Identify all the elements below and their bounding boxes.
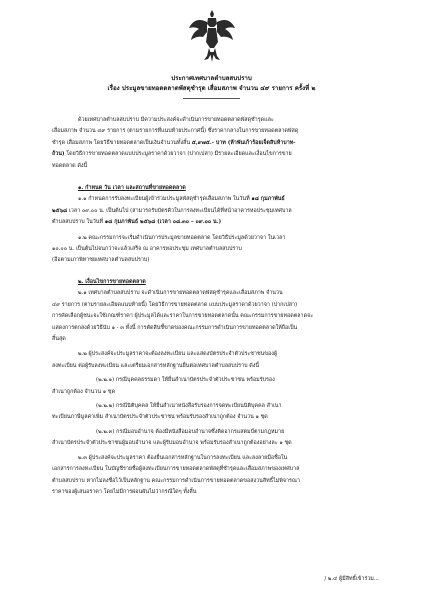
intro-price-end: ถ้วน)	[52, 151, 65, 158]
intro-line: เสื่อมสภาพ จำนวน ๔๙ รายการ (ตามรายการที่แนบท้ายประกาศนี้) ซึ่งราคากลางในการขายทอดตลาดพัสดุ	[52, 128, 299, 135]
section-2-3-line: เอกสารการลงทะเบียน ในบัญชีรายชื่อผู้ลงทะเบียนการขายทอดตลาดพัสดุที่ชำรุดและเสื่อมสภาพของเทศบาล	[52, 466, 300, 473]
section-1-heading: ๑. กำหนด วัน เวลา และสถานที่ขายทอดตลาด	[78, 185, 186, 191]
section-1-2-line: (อีอตามเภาพิทาชยเทศบาลตำบลสบปราบ)	[52, 257, 150, 264]
section-2-2-1-line: (๒.๒.๑) กรณีบุคคลธรรมดา ให้ยื่นสำเนาบัตรประจำตัวประชาชน พร้อมรับรอง	[96, 377, 275, 384]
section-text: ๑.๑ กำหนดการรับลงทะเบียนผู้เข้าร่วมประมูลพัสดุชำรุดเสื่อมสภาพ ในวันที่	[78, 196, 252, 203]
continuation-note: / ๒.๔ ผู้มีสิทธิ์เข้าร่วม...	[324, 576, 379, 582]
section-1-1-line	[52, 217, 379, 228]
section-1-2-line: ๑.๒ คณะกรรมการจะเริ่มดำเนินการประมูลขายทอดตลาด โดยวิธีประมูลด้วยวาจา ในเวลา	[78, 234, 286, 241]
section-1-2-line: ๑๐.๐๐ น. เป็นต้นไปจนกว่าจะแล้วเสร็จ ณ อาคารหอประชุม เทศบาลตำบลสบปราบ	[52, 246, 242, 253]
section-2-heading: ๒. เงื่อนไขการขายทอดตลาด	[78, 279, 146, 285]
section-2-1-line: แสดงการตกลงด้วยวิธีนับ ๑ - ๓ ทั้งนี้ การตัดสินชี้ขาดของคณะกรรมการดำเนินการขายทอดตลาดให้ถือเป็น	[52, 324, 298, 331]
section-2-3-line: ตำบลสบปราบ หากไม่ลงชื่อไว้เป็นหลักฐาน คณะกรรมการดำเนินการขายทอดตลาดขอสงวนสิทธิ์ไม่พิจารณา	[52, 477, 300, 484]
section-2-2-2-line: ทะเบียนภาษีมูลค่าเพิ่ม สำเนาบัตรประจำตัวประชาชน พร้อมรับรองสำเนาถูกต้อง จำนวน ๑ ชุด	[52, 414, 268, 421]
section-date: ๑๘ กุมภาพันธ์	[251, 196, 285, 203]
announcement-subject: เรื่อง ประมูลขายทอดตลาดพัสดุชำรุด เสื่อมสภาพ จำนวน ๔๙ รายการ ครั้งที่ ๒	[107, 85, 316, 92]
announcement-org: ประกาศเทศบาลตำบลสบปราบ	[171, 75, 252, 82]
section-2-2-line: ลงทะเบียน ต่อผู้รับลงทะเบียน และเตรียมเอกสารหลักฐานยื่นต่อเทศบาลตำบลสบปราบ ดังนี้	[52, 362, 260, 369]
section-2-1-line: ๔๙ รายการ (ตามรายละเอียดแนบท้ายนี้) โดยวิธีการขายทอดตลาด แบบประมูลราคาด้วยวาจา (ปากเปล่า)	[52, 301, 298, 308]
intro-text: ชำรุด เสื่อมสภาพ โดยวิธีขายทอดตลาดเป็นเงินจำนวนทั้งสิ้น	[52, 139, 192, 146]
title-divider	[183, 98, 240, 99]
intro-line: ด้วยเทศบาลตำบลสบปราบ มีความประสงค์จะดำเนินการขายทอดตลาดพัสดุชำรุดและ	[78, 117, 274, 123]
section-date: ๑๘ กุมภาพันธ์ ๒๕๖๘ (เวลา ๐๘.๓๐ – ๐๙.๐๐ น.)	[104, 219, 222, 226]
section-1	[52, 183, 379, 267]
section-2-1-line: การคัดเลือกผู้ชนะจะใช้เกณฑ์ราคา ผู้ประมูลได้และราคาในการขายทอดตลาดนั้น คณะกรรมการขายทอดตลาดจะ	[52, 313, 314, 320]
intro-paragraph	[52, 115, 379, 172]
section-2-3-line: ๒.๓ ผู้ประสงค์จะประมูลราคา ต้องยื่นเอกสารหลักฐานในการลงทะเบียน และลงลายมือชื่อใน	[78, 454, 288, 461]
section-2-1-line: สิ้นสุด	[52, 336, 66, 343]
intro-line	[52, 138, 379, 149]
intro-text: โดยวิธีการขายทอดตลาดแบบประมูลราคาด้วยวาจา (ปากเปล่า) มีรายละเอียดและเงื่อนไขการขาย	[64, 151, 292, 158]
section-2-2-2-line: (๒.๒.๒) กรณีนิติบุคคล ให้ยื่นสำเนาหนังสือรับรองการจดทะเบียนนิติบุคคล สำเนา	[96, 403, 282, 410]
section-year: ๒๕๖๘	[52, 207, 68, 214]
section-text: เวลา ๐๙.๐๐ น. เป็นต้นไป (สามารถรับบัตรคิวในการลงทะเบียนได้ที่หน้าอาคารหอประชุมเทศบาล	[67, 207, 292, 214]
title-block	[0, 74, 423, 94]
section-2-3-line: ราคาของผู้เสนอราคา โดยไม่มีการผ่อนผันไม่ว่ากรณีใดๆ ทั้งสิ้น	[52, 488, 197, 495]
section-2-2-line: ๒.๒ ผู้ประสงค์จะประมูลราคาจะต้องลงทะเบียน และแสดงบัตรประจำตัวประชาชนของผู้	[78, 351, 278, 358]
section-2	[52, 277, 379, 498]
section-2-2-3-line: (๒.๒.๓) กรณีมอบอำนาจ ต้องมีหนังสือมอบอำนาจซึ่งติดอากรแสตมป์ตามกฎหมาย	[96, 428, 285, 435]
section-1-1-line	[52, 206, 379, 217]
intro-line	[52, 149, 379, 160]
section-text: ตำบลสบปราบ ในวันที่	[52, 219, 105, 226]
intro-price: ๕,๙๗๕.- บาท (ห้าพันเก้าร้อยเจ็ดสิบห้าบาท-	[191, 139, 296, 146]
section-1-1-line	[52, 194, 379, 205]
intro-line: ทอดตลาด ดังนี้	[52, 162, 88, 169]
section-2-2-3-line: สำเนาบัตรประจำตัวประชาชนผู้มอบอำนาจ และผู้รับมอบอำนาจ พร้อมรับรองสำเนาถูกต้องอย่างละ ๑ ชุด	[52, 440, 292, 447]
garuda-emblem-icon	[187, 8, 237, 64]
section-2-1-line: ๒.๑ เทศบาลตำบลสบปราบ จะดำเนินการขายทอดตลาดพัสดุชำรุดและเสื่อมสภาพ จำนวน	[78, 290, 283, 297]
section-2-2-1-line: สำเนาถูกต้อง จำนวน ๑ ชุด	[52, 388, 116, 395]
